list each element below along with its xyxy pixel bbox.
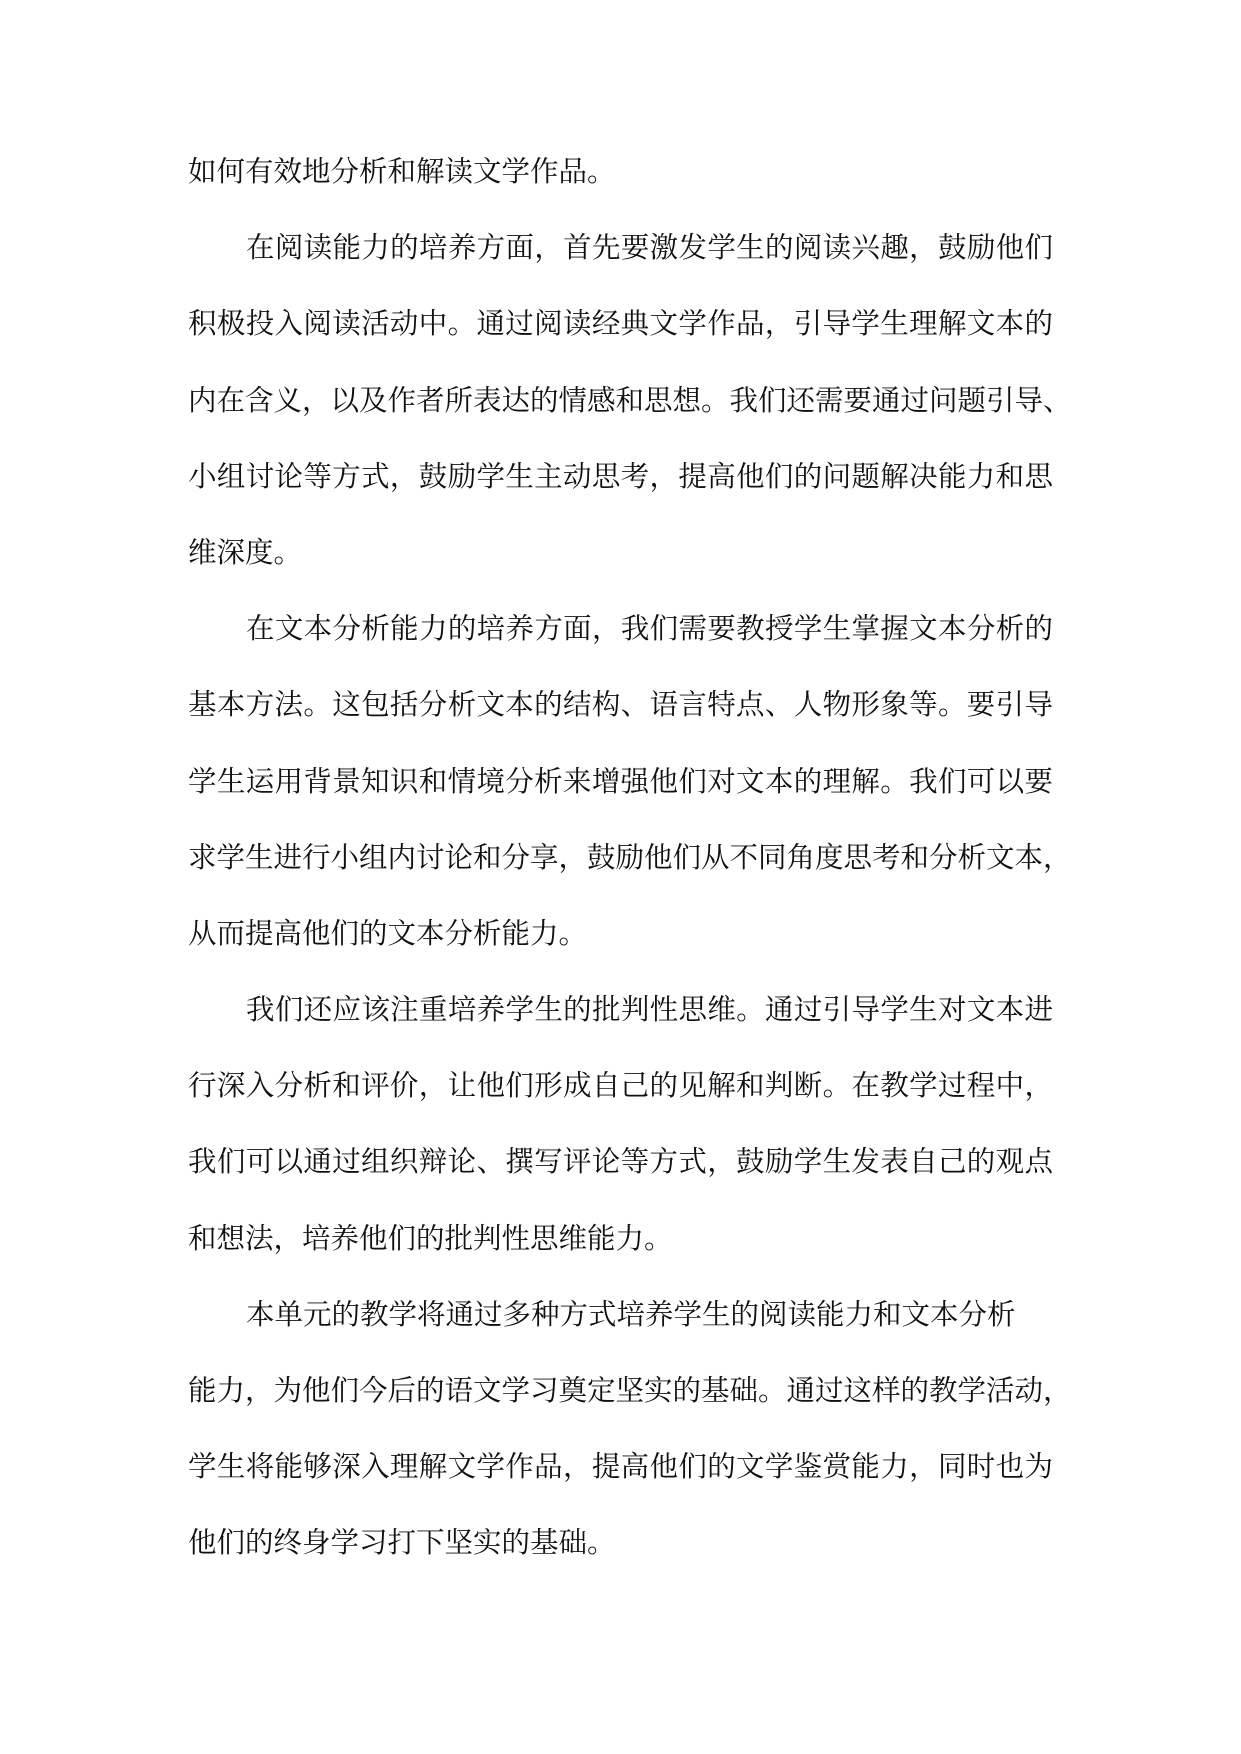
text-line: 维深度。 <box>188 535 303 569</box>
text-line: 我们可以通过组织辩论、撰写评论等方式，鼓励学生发表自己的观点 <box>188 1145 1053 1179</box>
text-line: 能力，为他们今后的语文学习奠定坚实的基础。通过这样的教学活动， <box>188 1374 1072 1407</box>
text-line: 他们的终身学习打下坚实的基础。 <box>188 1526 616 1560</box>
text-line: 积极投入阅读活动中。通过阅读经典文学作品，引导学生理解文本的 <box>188 307 1053 341</box>
text-line: 和想法，培养他们的批判性思维能力。 <box>188 1221 673 1255</box>
text-line: 小组讨论等方式，鼓励学生主动思考，提高他们的问题解决能力和思 <box>188 459 1053 493</box>
text-line: 学生运用背景知识和情境分析来增强他们对文本的理解。我们可以要 <box>188 764 1053 798</box>
text-line: 如何有效地分析和解读文学作品。 <box>188 155 616 188</box>
text-line: 学生将能够深入理解文学作品，提高他们的文学鉴赏能力，同时也为 <box>188 1450 1053 1484</box>
paragraph-first-line: 本单元的教学将通过多种方式培养学生的阅读能力和文本分析 <box>246 1297 1016 1331</box>
document-body <box>188 140 1072 1588</box>
paragraph-first-line: 在阅读能力的培养方面，首先要激发学生的阅读兴趣，鼓励他们 <box>246 231 1053 265</box>
text-line: 行深入分析和评价，让他们形成自己的见解和判断。在教学过程中， <box>188 1069 1053 1103</box>
paragraph-first-line: 我们还应该注重培养学生的批判性思维。通过引导学生对文本进 <box>246 993 1053 1027</box>
text-line: 内在含义，以及作者所表达的情感和思想。我们还需要通过问题引导、 <box>188 383 1072 417</box>
text-line: 从而提高他们的文本分析能力。 <box>188 916 588 950</box>
text-line: 求学生进行小组内讨论和分享，鼓励他们从不同角度思考和分析文本， <box>188 840 1072 874</box>
paragraph-first-line: 在文本分析能力的培养方面，我们需要教授学生掌握文本分析的 <box>246 612 1053 646</box>
text-line: 基本方法。这包括分析文本的结构、语言特点、人物形象等。要引导 <box>188 688 1053 722</box>
